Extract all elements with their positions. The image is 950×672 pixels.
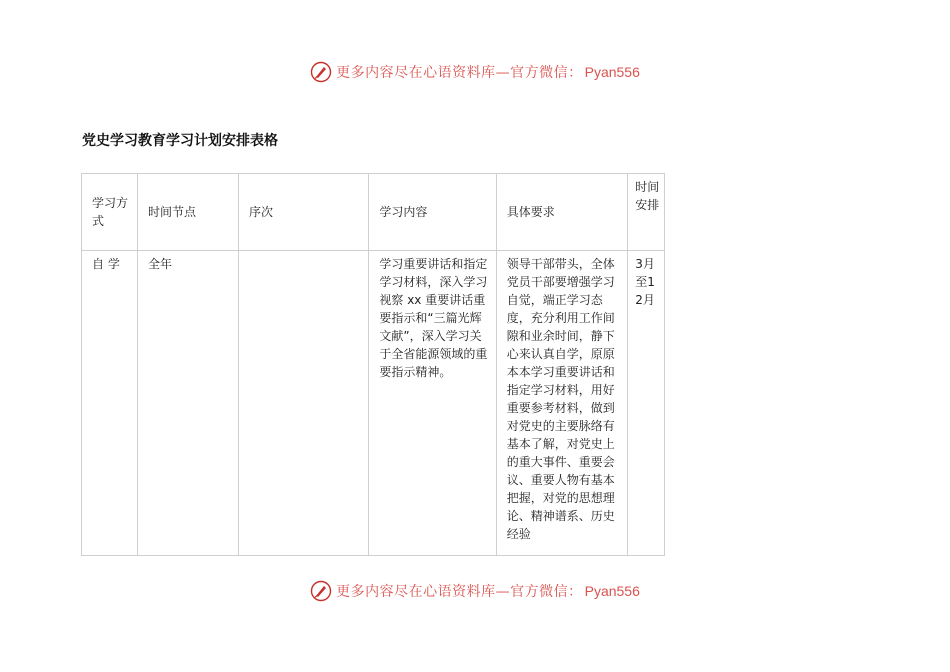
cell-requirements: 领导干部带头，全体党员干部要增强学习自觉，端正学习态度，充分利用工作间隙和业余时间，静下心来认真自学，原原本本学习重要讲话和指定学习材料，用好重要参考材料，做到对党史的主要脉络有基本了解，对党史上的重大事件、重要会议、重要人物有基本把握，对党的思想理论、精神谱系、历史经验 [496,251,627,556]
cell-study-method: 自 学 [82,251,138,556]
watermark-banner-top [0,59,950,85]
header-time-node: 时间节点 [138,174,239,251]
watermark-banner-bottom [0,578,950,604]
watermark-wechat: Pyan556 [584,583,640,599]
cell-schedule: 3月至12月 [628,251,665,556]
header-requirements: 具体要求 [496,174,627,251]
header-order: 序次 [238,174,368,251]
pen-logo-icon [310,580,332,602]
cell-time-node: 全年 [138,251,239,556]
cell-order [238,251,368,556]
cell-study-content: 学习重要讲话和指定学习材料，深入学习视察 xx 重要讲话重要指示和“三篇光辉文献”，深入学习关于全省能源领域的重要指示精神。 [369,251,496,556]
watermark-text: 更多内容尽在心语资料库—官方微信： [336,65,583,81]
document-title: 党史学习教育学习计划安排表格 [82,133,278,149]
pen-logo-icon [310,61,332,83]
study-plan-table [81,173,665,556]
header-study-content: 学习内容 [369,174,496,251]
watermark-text: 更多内容尽在心语资料库—官方微信： [336,584,583,600]
table-row [82,251,665,556]
table-header-row [82,174,665,251]
watermark-wechat: Pyan556 [584,64,640,80]
header-study-method: 学习方式 [82,174,138,251]
header-schedule: 时间安排 [628,174,665,251]
